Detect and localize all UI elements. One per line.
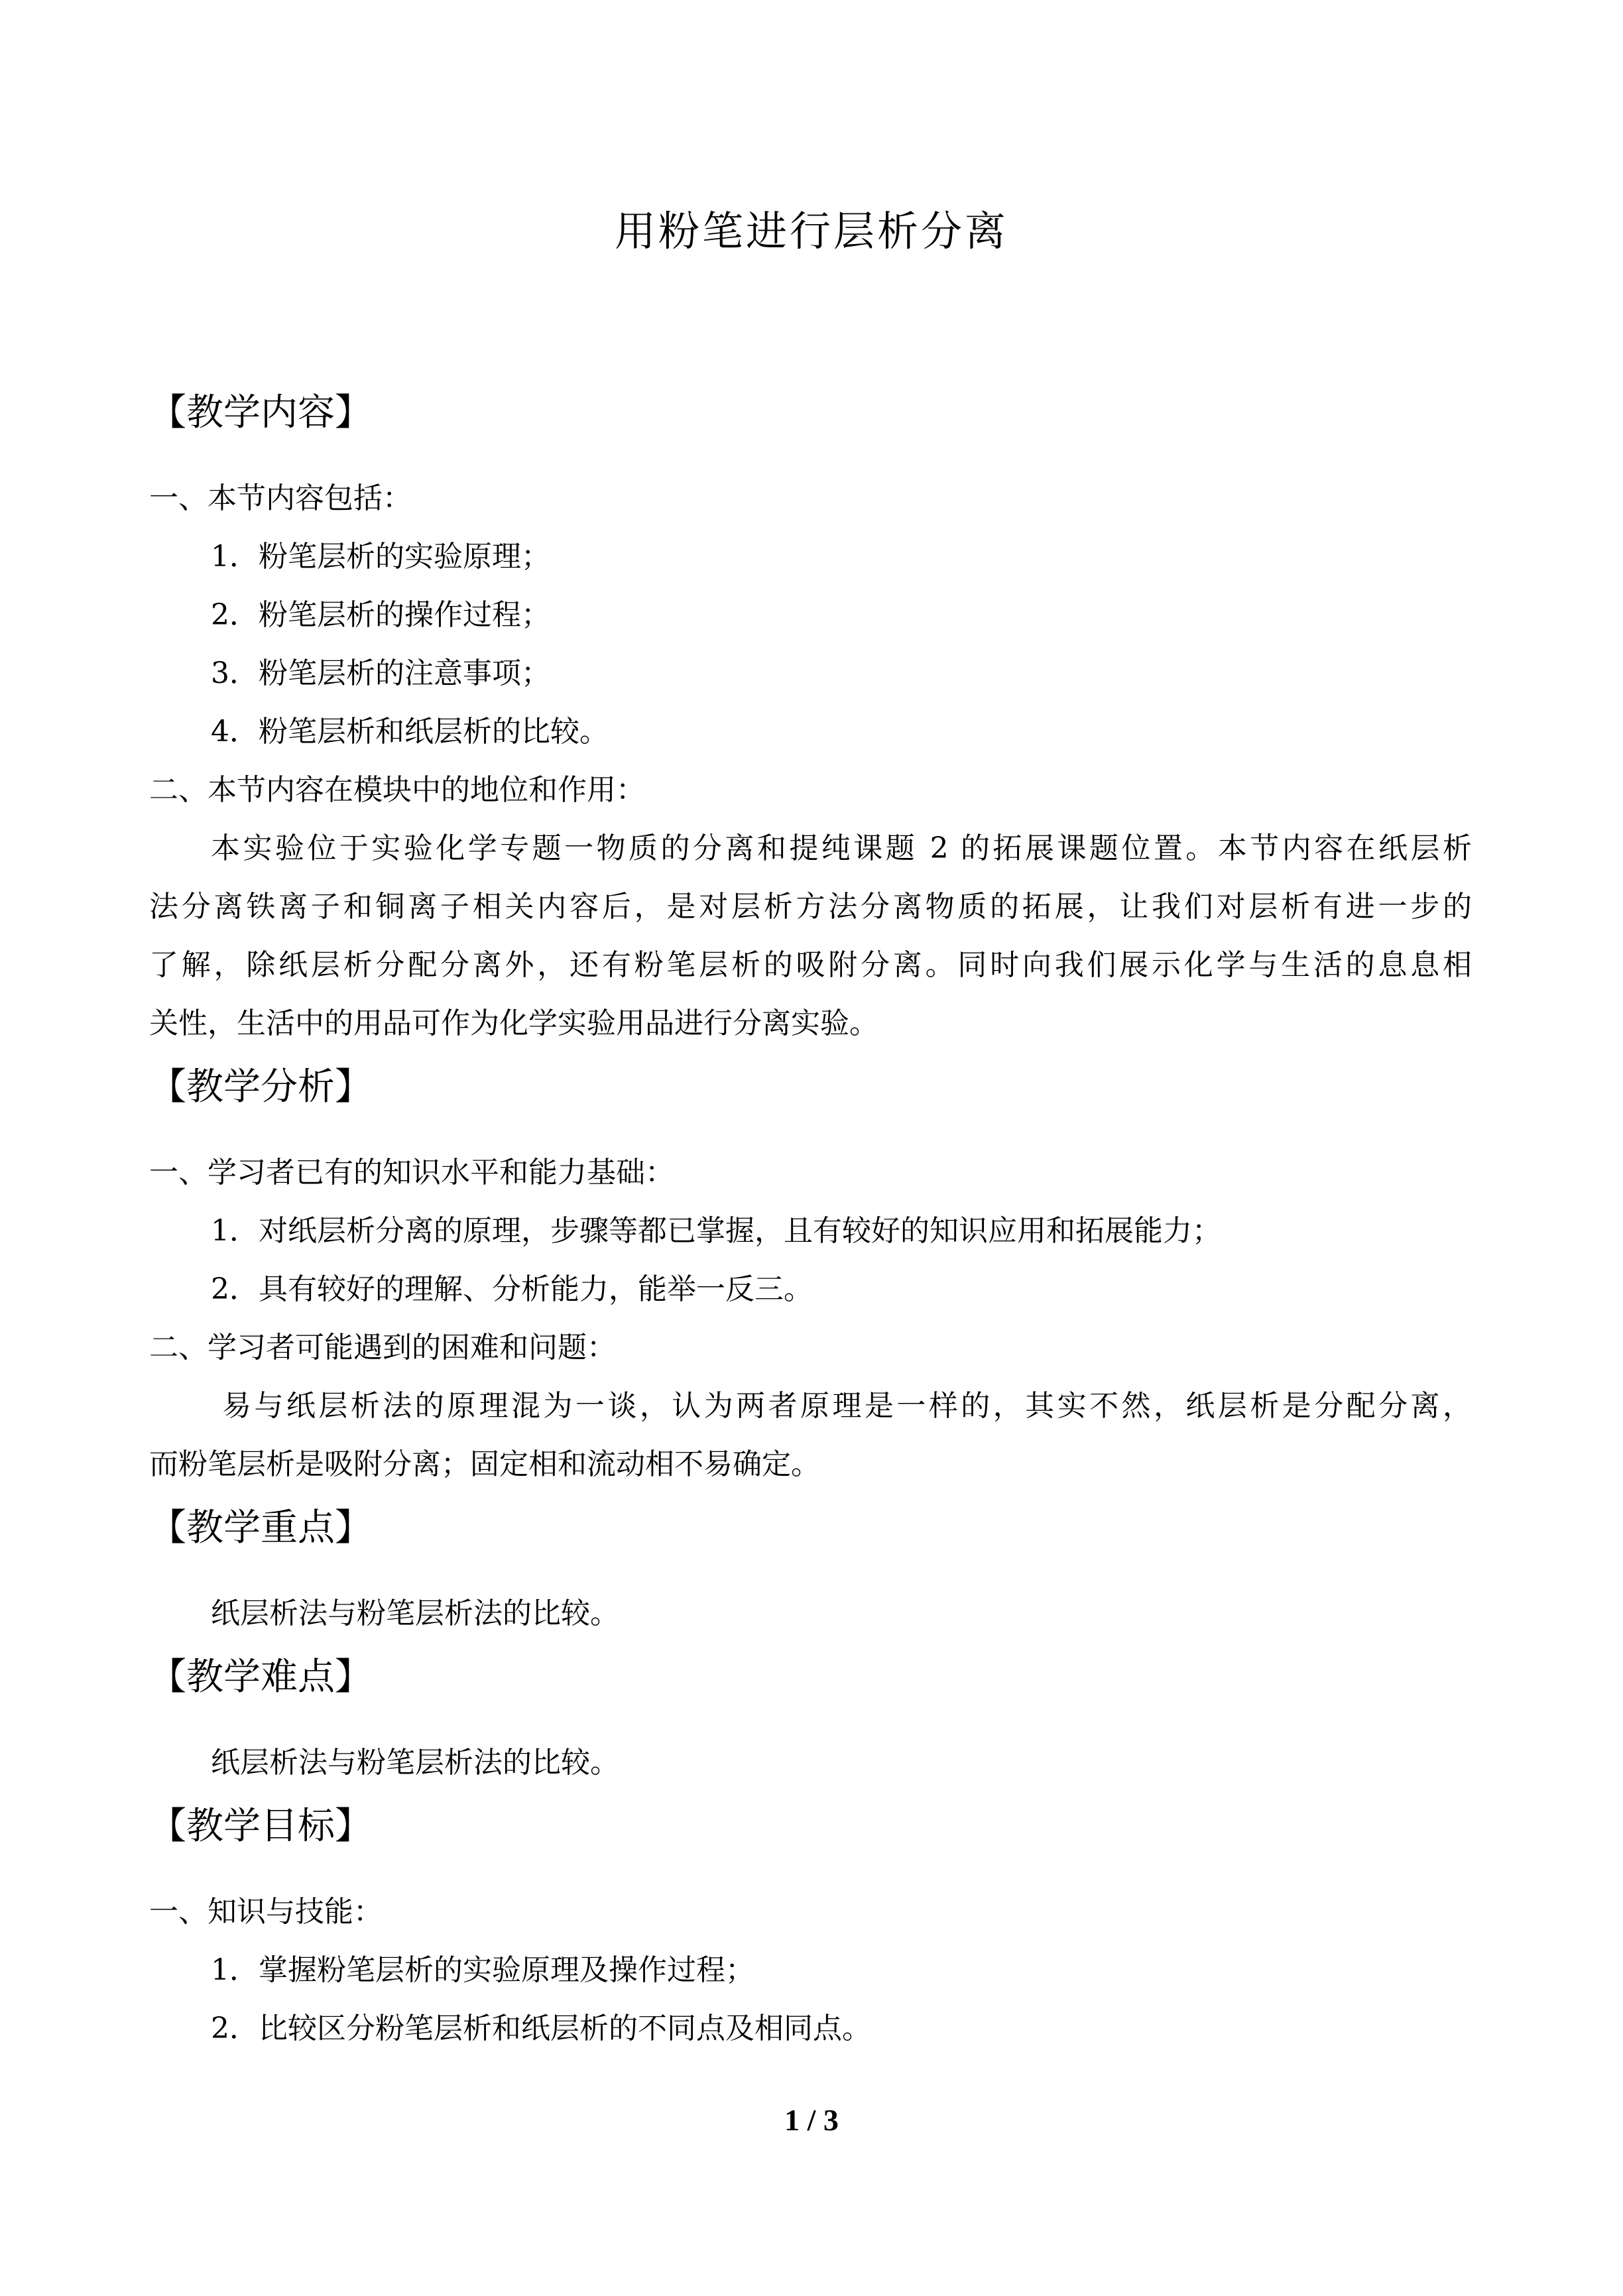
key-point-text: 纸层析法与粉笔层析法的比较。 <box>211 1597 619 1630</box>
goals-item-2: 2．比较区分粉笔层析和纸层析的不同点及相同点。 <box>211 2012 871 2045</box>
section-heading-difficulty: 【教学难点】 <box>149 1656 372 1699</box>
section-heading-key-point: 【教学重点】 <box>149 1506 372 1549</box>
analysis-subheading-2: 二、学习者可能遇到的困难和问题： <box>149 1331 616 1364</box>
content-item-1: 1．粉笔层析的实验原理； <box>211 540 550 574</box>
content-item-3: 3．粉笔层析的注意事项； <box>211 656 550 690</box>
analysis-item-2: 2．具有较好的理解、分析能力，能举一反三。 <box>211 1272 813 1306</box>
analysis-paragraph-line-1: 易与纸层析法的原理混为一谈，认为两者原理是一样的，其实不然，纸层析是分配分离， <box>222 1389 1472 1423</box>
section-heading-goals: 【教学目标】 <box>149 1805 372 1848</box>
goals-subheading-1: 一、知识与技能： <box>149 1895 383 1929</box>
analysis-item-1: 1．对纸层析分离的原理，步骤等都已掌握，且有较好的知识应用和拓展能力； <box>211 1214 1221 1248</box>
content-paragraph-line-4: 关性，生活中的用品可作为化学实验用品进行分离实验。 <box>149 1006 878 1040</box>
content-item-4: 4．粉笔层析和纸层析的比较。 <box>211 715 609 749</box>
page-number: 1 / 3 <box>784 2103 839 2137</box>
content-item-2: 2．粉笔层析的操作过程； <box>211 598 550 632</box>
content-paragraph-line-1: 本实验位于实验化学专题一物质的分离和提纯课题 2 的拓展课题位置。本节内容在纸层析 <box>211 831 1472 865</box>
difficulty-text: 纸层析法与粉笔层析法的比较。 <box>211 1746 619 1780</box>
analysis-subheading-1: 一、学习者已有的知识水平和能力基础： <box>149 1156 674 1189</box>
analysis-paragraph-line-2: 而粉笔层析是吸附分离；固定相和流动相不易确定。 <box>149 1447 820 1481</box>
goals-item-1: 1．掌握粉笔层析的实验原理及操作过程； <box>211 1953 754 1987</box>
content-subheading-1: 一、本节内容包括： <box>149 481 412 515</box>
section-heading-content: 【教学内容】 <box>149 391 372 434</box>
page-title: 用粉笔进行层析分离 <box>614 207 1008 255</box>
content-subheading-2: 二、本节内容在模块中的地位和作用： <box>149 773 645 807</box>
content-paragraph-line-2: 法分离铁离子和铜离子相关内容后，是对层析方法分离物质的拓展，让我们对层析有进一步的 <box>149 890 1472 924</box>
content-paragraph-line-3: 了解，除纸层析分配分离外，还有粉笔层析的吸附分离。同时向我们展示化学与生活的息息相 <box>149 948 1472 982</box>
section-heading-analysis: 【教学分析】 <box>149 1065 372 1109</box>
